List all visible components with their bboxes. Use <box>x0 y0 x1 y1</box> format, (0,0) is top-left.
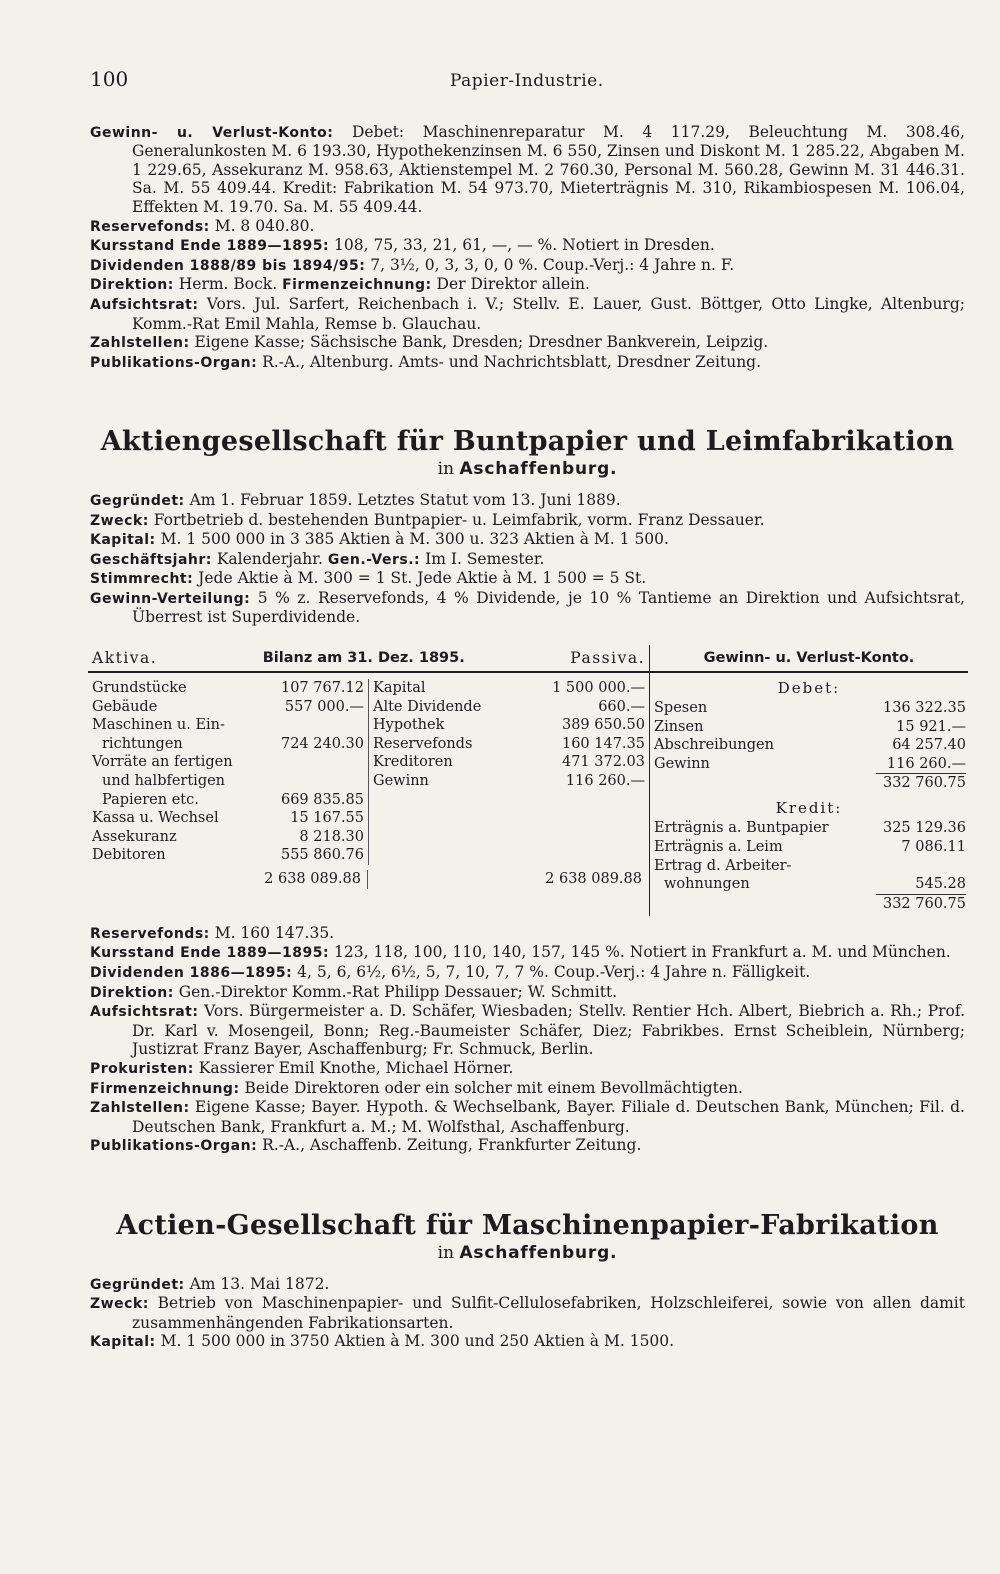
debet-label: Debet: <box>777 679 841 698</box>
aktiva-column <box>88 679 369 865</box>
entry-line: Geschäftsjahr: Kalenderjahr. Gen.-Vers.: Im I. Semester. <box>90 549 545 568</box>
page-number: 100 <box>90 67 129 91</box>
row-label: und halbfertigen <box>102 773 226 790</box>
aktiva-row <box>88 716 368 735</box>
row-label: Zinsen <box>654 718 704 735</box>
row-value: 7 086.11 <box>901 839 966 856</box>
debet-sum: 332 760.75 <box>650 773 968 795</box>
entry-line: Kursstand Ende 1889—1895: 108, 75, 33, 21, 61, —, — %. Notiert in Dresden. <box>90 236 715 255</box>
entry-line: Gewinn- u. Verlust-Konto: Debet: Maschinenreparatur M. 4 117.29, Beleuchtung M. 308.46, Generalunkosten M. 6 193.30, Hypothekenzinsen M. 6 550, Zinsen und Diskont M. 1 285.22, Abgaben M. 1 229.65, Assekuranz M. 958.63, Aktienstempel M. 2 760.30, Personal M. 560.28, Gewinn M. 31 446.31. Sa. M. 55 409.44. Kredit: Fabrikation M. 54 973.70, Mieterträgnis M. 310, Rikambiospesen M. 106.04, Effekten M. 19.70. Sa. M. 55 409.44. <box>90 122 965 216</box>
row-label: Maschinen u. Ein- <box>92 717 225 734</box>
row-value: 107 767.12 <box>280 680 364 697</box>
entry-line: Zahlstellen: Eigene Kasse; Sächsische Bank, Dresden; Dresdner Bankverein, Leipzig. <box>90 333 769 352</box>
row-label: Gebäude <box>92 698 158 715</box>
entry-line: Kapital: M. 1 500 000 in 3 385 Aktien à M. 300 u. 323 Aktien à M. 1 500. <box>90 530 669 549</box>
entry-line: Kapital: M. 1 500 000 in 3750 Aktien à M. 300 und 250 Aktien à M. 1500. <box>90 1332 675 1351</box>
row-value: 15 167.55 <box>290 810 364 827</box>
debet-row <box>650 736 968 755</box>
entry-line: Publikations-Organ: R.-A., Altenburg. Amts- und Nachrichtsblatt, Dresdner Zeitung. <box>90 352 762 371</box>
balance-totals <box>88 865 649 889</box>
company-location: in Aschaffenburg. <box>437 1242 618 1263</box>
profit-loss-account <box>650 645 968 916</box>
row-label: Alte Dividende <box>373 698 482 715</box>
company-title: Actien-Gesellschaft für Maschinenpapier-Fabrikation <box>116 1209 939 1241</box>
company-title: Aktiengesellschaft für Buntpapier und Leimfabrikation <box>100 426 955 458</box>
entry-line: Gegründet: Am 13. Mai 1872. <box>90 1274 330 1293</box>
entry-line: Zahlstellen: Eigene Kasse; Bayer. Hypoth. & Wechselbank, Bayer. Filiale d. Deutschen Bank, München; Fil. d. Deutschen Bank, Frankfurt a. M.; M. Wolfsthal, Aschaffenburg. <box>90 1098 965 1136</box>
entry-line: Publikations-Organ: R.-A., Aschaffenb. Zeitung, Frankfurter Zeitung. <box>90 1136 642 1155</box>
row-value: 1 500 000.— <box>552 680 645 697</box>
debet-row <box>650 718 968 737</box>
debet-row <box>650 699 968 718</box>
aktiva-row <box>88 809 368 828</box>
financial-tables <box>88 645 968 916</box>
entry-line: Kursstand Ende 1889—1895: 123, 118, 100, 110, 140, 157, 145 %. Notiert in Frankfurt a. M. und München. <box>90 943 951 962</box>
row-label: Hypothek <box>373 717 445 734</box>
previous-entry-tail <box>90 123 965 373</box>
row-label: Debitoren <box>92 847 166 864</box>
entry-line: Direktion: Gen.-Direktor Komm.-Rat Philipp Dessauer; W. Schmitt. <box>90 982 618 1001</box>
balance-header <box>88 645 649 673</box>
row-label: Assekuranz <box>92 828 177 845</box>
row-value: 669 835.85 <box>280 791 364 808</box>
balance-sheet <box>88 645 650 916</box>
row-value: 64 257.40 <box>892 737 966 754</box>
row-label: Ertrag d. Arbeiter- <box>654 857 792 874</box>
row-label: Reservefonds <box>373 735 473 752</box>
passiva-label: Passiva. <box>570 648 645 667</box>
entry-line: Zweck: Fortbetrieb d. bestehenden Buntpapier- u. Leimfabrik, vorm. Franz Dessauer. <box>90 510 765 529</box>
row-label: Spesen <box>654 700 708 717</box>
total-passiva: 2 638 089.88 <box>545 871 642 888</box>
debet-list <box>650 699 968 773</box>
page-header <box>90 67 965 91</box>
entry-line: Prokuristen: Kassierer Emil Knothe, Michael Hörner. <box>90 1058 514 1077</box>
gv-title: Gewinn- u. Verlust-Konto. <box>703 649 915 666</box>
row-value: 389 650.50 <box>561 717 645 734</box>
row-label: Abschreibungen <box>654 737 774 754</box>
row-value: 8 218.30 <box>299 828 364 845</box>
entry-line: Reservefonds: M. 8 040.80. <box>90 216 315 235</box>
entry-line: Aufsichtsrat: Vors. Jul. Sarfert, Reichenbach i. V.; Stellv. E. Lauer, Gust. Böttger, Otto Lingke, Altenburg; Komm.-Rat Emil Mahla, Remse b. Glauchau. <box>90 294 965 333</box>
entry-line: Zweck: Betrieb von Maschinenpapier- und Sulfit-Cellulosefabriken, Holzschleiferei, sowie von allen damit zusammenhängenden Fabrikationsarten. <box>90 1294 965 1332</box>
passiva-row <box>369 753 649 772</box>
company-details <box>90 924 965 1156</box>
row-label: Vorräte an fertigen <box>92 754 233 771</box>
balance-title: Bilanz am 31. Dez. 1895. <box>262 649 465 666</box>
entry-line: Dividenden 1886—1895: 4, 5, 6, 6½, 6½, 5, 7, 10, 7, 7 %. Coup.-Verj.: 4 Jahre n. Fälligkeit. <box>90 963 811 981</box>
passiva-row <box>369 716 649 735</box>
entry-line: Dividenden 1888/89 bis 1894/95: 7, 3½, 0, 3, 3, 0, 0 %. Coup.-Verj.: 4 Jahre n. F. <box>90 255 735 274</box>
aktiva-row <box>88 791 368 810</box>
row-value: 116 260.— <box>565 773 645 790</box>
entry-line: Stimmrecht: Jede Aktie à M. 300 = 1 St. Jede Aktie à M. 1 500 = 5 St. <box>90 569 647 588</box>
aktiva-label: Aktiva. <box>92 648 158 667</box>
kredit-label: Kredit: <box>775 799 843 818</box>
row-value: 555 860.76 <box>280 847 364 864</box>
row-label: Kreditoren <box>373 754 453 771</box>
kredit-row <box>650 857 968 876</box>
passiva-row <box>369 772 649 791</box>
aktiva-row <box>88 846 368 865</box>
kredit-sum: 332 760.75 <box>650 894 968 916</box>
passiva-row <box>369 679 649 698</box>
row-label: richtungen <box>102 735 183 752</box>
passiva-column <box>369 679 649 865</box>
entry-line: Reservefonds: M. 160 147.35. <box>90 923 335 942</box>
page <box>90 67 966 1352</box>
row-label: Gewinn <box>654 755 710 772</box>
row-label: Erträgnis a. Leim <box>654 839 783 856</box>
row-label: Grundstücke <box>92 680 187 697</box>
aktiva-row <box>88 679 368 698</box>
row-value: 15 921.— <box>896 718 966 735</box>
row-value: 724 240.30 <box>280 735 364 752</box>
kredit-row <box>650 838 968 857</box>
company-intro <box>90 1275 965 1352</box>
running-title: Papier-Industrie. <box>450 71 604 91</box>
row-value: 136 322.35 <box>882 700 966 717</box>
kredit-row <box>650 875 968 894</box>
row-value: 116 260.— <box>886 755 966 772</box>
row-label: Kapital <box>373 680 426 697</box>
aktiva-row <box>88 828 368 847</box>
passiva-row <box>369 698 649 717</box>
row-value: 545.28 <box>915 876 966 893</box>
entry-line: Gewinn-Verteilung: 5 % z. Reservefonds, 4 % Dividende, je 10 % Tantieme an Direktion und Aufsichtsrat, Überrest ist Superdividende. <box>90 588 965 627</box>
total-aktiva: 2 638 089.88 <box>88 870 368 889</box>
company-location: in Aschaffenburg. <box>437 459 618 480</box>
entry-line: Aufsichtsrat: Vors. Bürgermeister a. D. Schäfer, Wiesbaden; Stellv. Rentier Hch. Albert, Biebrich a. Rh.; Prof. Dr. Karl v. Mosengeil, Bonn; Reg.-Baumeister Schäfer, Diez; Fabrikbes. Ernst Scheiblein, Nürnberg; Justizrat Franz Bayer, Aschaffenburg; Fr. Schmuck, Berlin. <box>90 1002 965 1059</box>
row-label: wohnungen <box>664 876 750 893</box>
aktiva-row <box>88 753 368 772</box>
debet-row <box>650 755 968 774</box>
row-value: 471 372.03 <box>561 754 645 771</box>
row-value: 660.— <box>598 698 645 715</box>
company-intro <box>90 491 965 627</box>
passiva-row <box>369 735 649 754</box>
kredit-row <box>650 819 968 838</box>
gv-header <box>650 645 968 673</box>
entry-line: Gegründet: Am 1. Februar 1859. Letztes Statut vom 13. Juni 1889. <box>90 490 621 509</box>
aktiva-row <box>88 735 368 754</box>
row-label: Erträgnis a. Buntpapier <box>654 820 829 837</box>
entry-line: Firmenzeichnung: Beide Direktoren oder ein solcher mit einem Bevollmächtigten. <box>90 1078 743 1097</box>
entry-line: Direktion: Herm. Bock. Firmenzeichnung: Der Direktor allein. <box>90 275 590 294</box>
row-label: Kassa u. Wechsel <box>92 810 219 827</box>
row-value: 160 147.35 <box>561 735 645 752</box>
row-label: Papieren etc. <box>102 791 199 808</box>
aktiva-row <box>88 772 368 791</box>
kredit-list <box>650 819 968 893</box>
aktiva-row <box>88 698 368 717</box>
row-label: Gewinn <box>373 773 429 790</box>
row-value: 325 129.36 <box>882 820 966 837</box>
row-value: 557 000.— <box>284 698 364 715</box>
